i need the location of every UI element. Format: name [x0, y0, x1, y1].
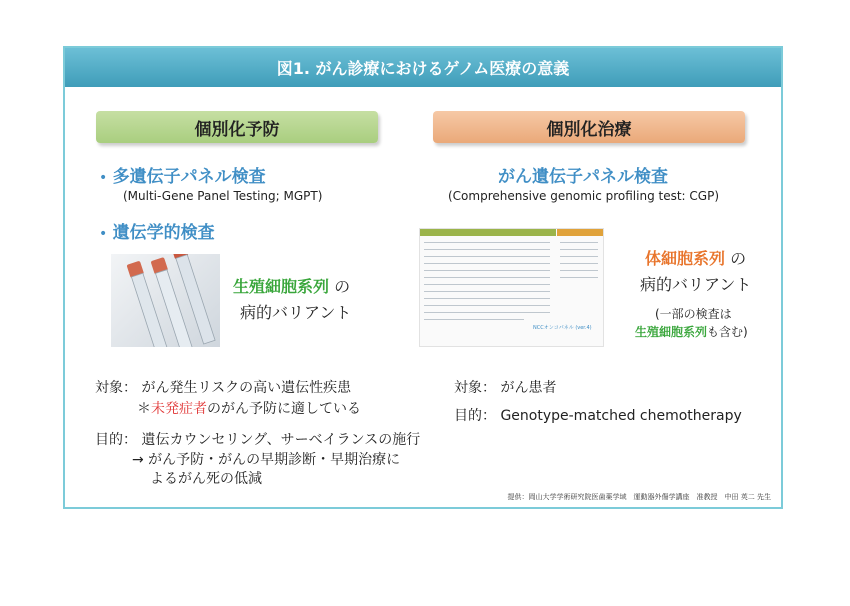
target-text: がん発生リスクの高い遺伝性疾患 [141, 380, 352, 396]
left-target-note [137, 398, 361, 418]
genetic-test-title: 遺伝学的検査 [112, 223, 215, 243]
left-purpose [95, 429, 420, 449]
blood-tubes-image [111, 254, 220, 347]
bullet-icon: • [99, 170, 108, 186]
left-target [95, 377, 351, 397]
purpose-text: 遺伝カウンセリング、サーベイランスの施行 [141, 432, 421, 448]
left-purpose-arrow: → がん予防・がんの早期診断・早期治療に [132, 452, 401, 468]
no-particle: の [730, 249, 747, 268]
mgpt-bullet [99, 162, 266, 187]
purpose-text: Genotype-matched chemotherapy [500, 408, 742, 424]
germline-note-text: 生殖細胞系列 [635, 325, 708, 339]
germline-text: 生殖細胞系列 [233, 277, 330, 296]
purpose-label: 目的： [95, 432, 137, 448]
somatic-variant-label [645, 246, 746, 269]
germline-included-note [635, 323, 748, 340]
genetic-test-bullet [99, 218, 215, 243]
oncopanel-label: NCCオンコパネル (ver.4) [533, 325, 592, 331]
figure-frame [63, 46, 783, 509]
cgp-title: がん遺伝子パネル検査 [498, 167, 668, 187]
cgp-subtitle: (Comprehensive genomic profiling test: CGP) [448, 189, 720, 203]
somatic-text: 体細胞系列 [645, 249, 726, 268]
purpose-label: 目的： [454, 408, 496, 424]
left-purpose-line3: よるがん死の低減 [150, 471, 262, 487]
table-header-bar [420, 229, 556, 236]
right-purpose [454, 405, 742, 425]
mgpt-subtitle: (Multi-Gene Panel Testing; MGPT) [123, 189, 323, 203]
oncopanel-gene-table-image [419, 228, 604, 347]
partial-test-note: (一部の検査は [655, 307, 732, 321]
right-target [454, 377, 556, 397]
pathogenic-variant-label-right: 病的バリアント [640, 275, 752, 294]
figure-title: 図1. がん診療におけるゲノム医療の意義 [65, 48, 781, 87]
table-header-bar [557, 229, 603, 236]
unaffected-text: 未発症者 [151, 401, 207, 417]
note-rest: も含む) [707, 325, 748, 339]
target-label: 対象： [454, 380, 496, 396]
target-text: がん患者 [500, 380, 557, 396]
target-label: 対象： [95, 380, 137, 396]
personalized-treatment-header: 個別化治療 [433, 111, 745, 143]
no-particle: の [334, 277, 351, 296]
personalized-prevention-header: 個別化予防 [96, 111, 378, 143]
star-mark: ＊ [137, 401, 151, 417]
credit-line: 提供：岡山大学学術研究院医歯薬学域 運動器外傷学講座 准教授 中田 英二 先生 [507, 493, 771, 501]
mgpt-title: 多遺伝子パネル検査 [112, 167, 266, 187]
pathogenic-variant-label: 病的バリアント [240, 303, 352, 322]
target-note-rest: のがん予防に適している [207, 401, 361, 417]
germline-variant-label [233, 274, 350, 297]
bullet-icon: • [99, 226, 108, 242]
